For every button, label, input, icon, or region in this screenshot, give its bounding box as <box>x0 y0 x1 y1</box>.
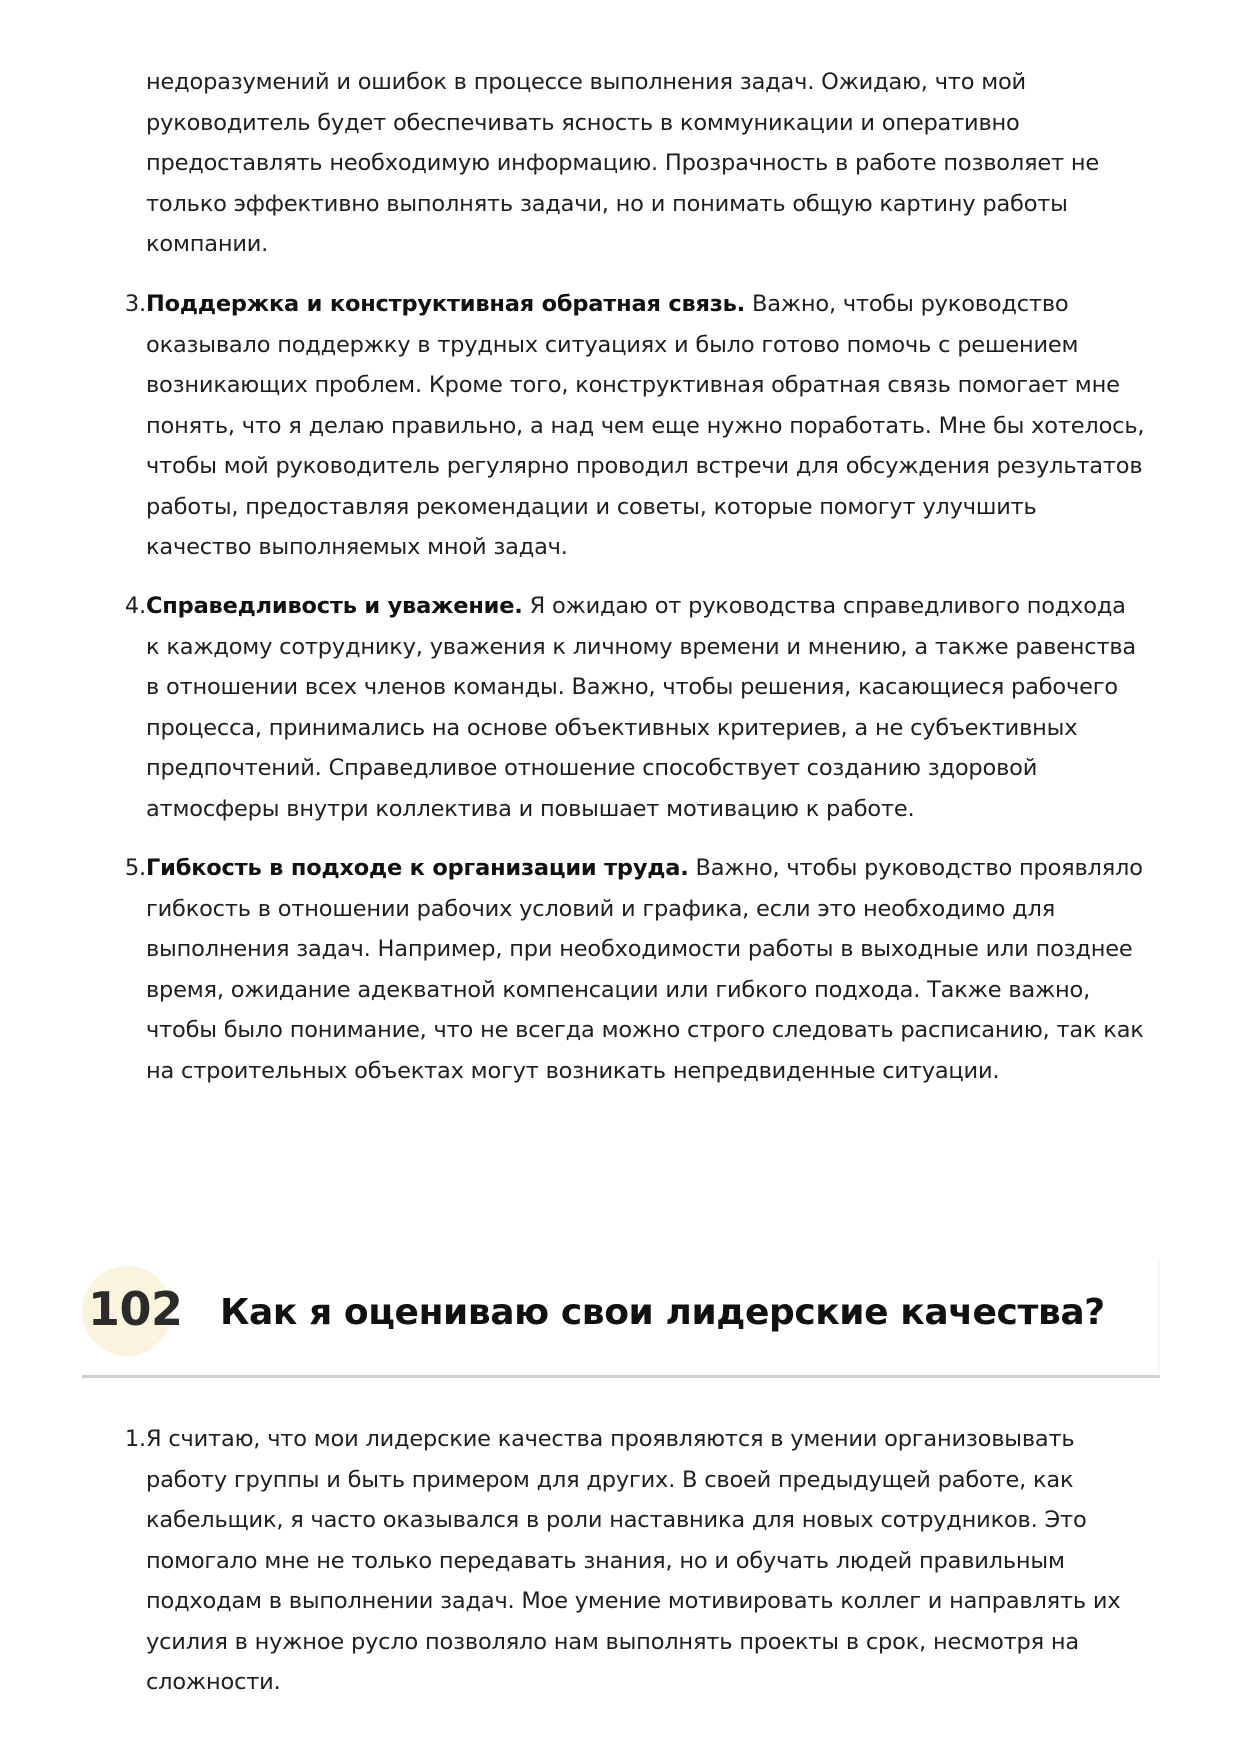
list-item-body <box>146 848 1146 1091</box>
list-item-text: Важно, чтобы руководство проявляло гибкость в отношении рабочих условий и графика, если это необходимо для выполнения задач. Например, при необходимости работы в выходные или позднее время, ожидание адекватной компенсации или гибкого подхода. Также важно, чтобы было понимание, что не всегда можно строго следовать расписанию, так как на строительных объектах могут возникать непредвиденные ситуации. <box>146 855 1144 1084</box>
section-header <box>82 1258 1160 1378</box>
section-title: Как я оцениваю свои лидерские качества? <box>220 1292 1105 1333</box>
list-item-number: 5. <box>124 855 146 881</box>
list-item-body <box>146 284 1146 568</box>
list-item-text: Важно, чтобы руководство оказывало поддержку в трудных ситуациях и было готово помочь с решением возникающих проблем. Кроме того, конструктивная обратная связь помогает мне понять, что я делаю правильно, а над чем еще нужно поработать. Мне бы хотелось, чтобы мой руководитель регулярно проводил встречи для обсуждения результатов работы, предоставляя рекомендации и советы, которые помогут улучшить качество выполняемых мной задач. <box>146 291 1145 560</box>
list-item-lead: Справедливость и уважение. <box>146 593 523 619</box>
answer-list-item <box>110 1419 1160 1703</box>
section-header-edge <box>1156 1258 1160 1374</box>
answer-text: Я считаю, что мои лидерские качества проявляются в умении организовывать работу группы и быть примером для других. В своей предыдущей работе, как кабельщик, я часто оказывался в роли наставника для новых сотрудников. Это помогало мне не только передавать знания, но и обучать людей правильным подходам в выполнении задач. Мое умение мотивировать коллег и направлять их усилия в нужное русло позволяло нам выполнять проекты в срок, несмотря на сложности. <box>146 1426 1121 1695</box>
list-item-number: 1. <box>124 1426 146 1452</box>
intro-paragraph: недоразумений и ошибок в процессе выполнения задач. Ожидаю, что мой руководитель будет обеспечивать ясность в коммуникации и оперативно предоставлять необходимую информацию. Прозрачность в работе позволяет не только эффективно выполнять задачи, но и понимать общую картину работы компании. <box>146 69 1100 257</box>
list-item <box>110 586 1160 829</box>
list-item-lead: Гибкость в подходе к организации труда. <box>146 855 689 881</box>
list-item-text: Я ожидаю от руководства справедливого подхода к каждому сотруднику, уважения к личному времени и мнению, а также равенства в отношении всех членов команды. Важно, чтобы решения, касающиеся рабочего процесса, принимались на основе объективных критериев, а не субъективных предпочтений. Справедливое отношение способствует созданию здоровой атмосферы внутри коллектива и повышает мотивацию к работе. <box>146 593 1137 822</box>
list-item-number: 4. <box>124 593 146 619</box>
list-item-body <box>146 586 1146 829</box>
section-number: 102 <box>88 1282 183 1336</box>
list-item <box>110 284 1160 568</box>
list-item-number: 3. <box>124 291 146 317</box>
section-divider <box>82 1375 1160 1378</box>
list-item <box>110 848 1160 1091</box>
list-item-lead: Поддержка и конструктивная обратная связь. <box>146 291 746 317</box>
